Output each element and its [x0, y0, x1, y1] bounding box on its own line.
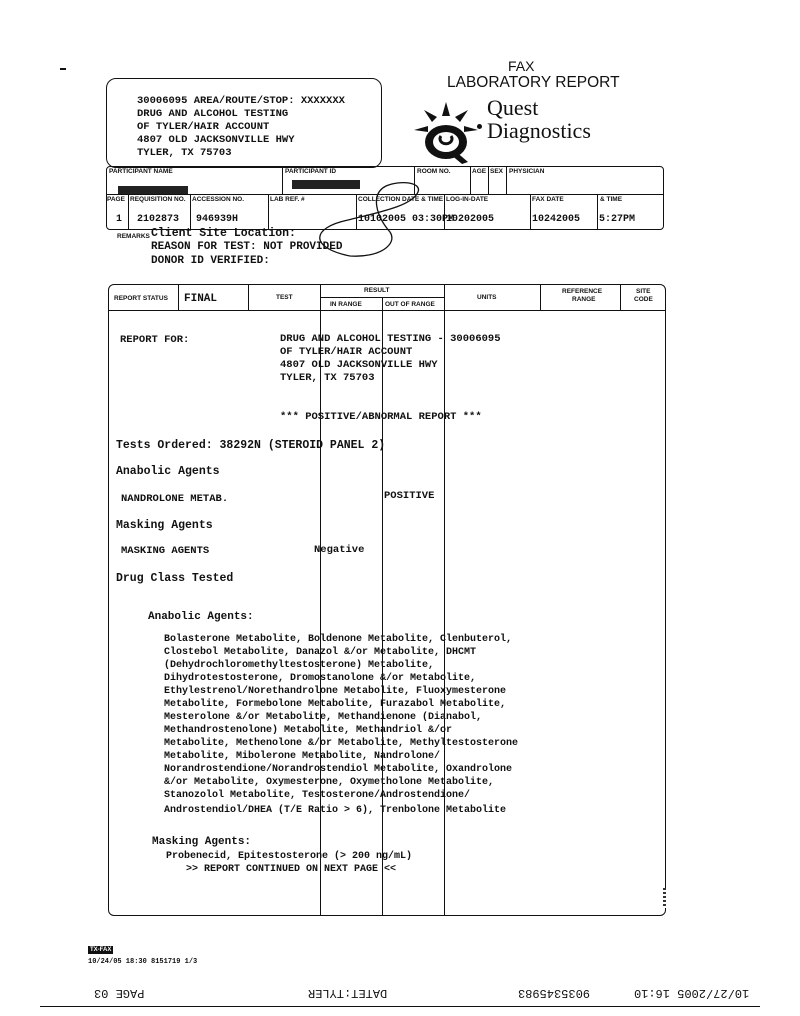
in-range-label: IN RANGE: [330, 301, 362, 308]
logo-diagnostics-text: Diagnostics: [487, 118, 591, 143]
physician-label: PHYSICIAN: [509, 168, 545, 175]
collection-value: 10102005 03:30PM: [358, 214, 455, 225]
masking-agents-value: Probenecid, Epitestosterone (> 200 ng/mL): [166, 851, 413, 862]
anabolic-list-2: Clostebol Metabolite, Danazol &/or Metabolite, DHCMT: [164, 647, 477, 658]
upside-down-datetime: 10/27/2005 16:10: [634, 986, 750, 1000]
participant-id-label: PARTICIPANT ID: [285, 168, 337, 175]
logo-quest-text: Quest: [487, 95, 539, 120]
anabolic-list-5: Ethylestrenol/Norethandrolone Metabolite, Fluoxymesterone: [164, 686, 507, 697]
address-line-4: 4807 OLD JACKSONVILLE HWY: [137, 134, 295, 146]
anabolic-agents-label: Anabolic Agents:: [148, 611, 254, 623]
fax-stamp-label: TX-FAX: [90, 947, 112, 953]
upside-down-fax-number: 9035345983: [518, 986, 591, 1000]
accession-label: ACCESSION NO.: [192, 196, 245, 203]
site-label: SITE: [636, 288, 651, 295]
tests-ordered: Tests Ordered: 38292N (STEROID PANEL 2): [116, 439, 386, 452]
fax-date-value: 10242005: [532, 214, 581, 225]
report-for-label: REPORT FOR:: [120, 334, 190, 346]
anabolic-list-3: (Dehydrochloromethyltestosterone) Metabolite,: [164, 660, 435, 671]
anabolic-list-9: Metabolite, Methenolone &/or Metabolite, Methyltestosterone: [164, 738, 519, 749]
result-label: RESULT: [364, 287, 390, 294]
lab-ref-label: LAB REF. #: [270, 196, 305, 203]
nandrolone-result: POSITIVE: [384, 490, 435, 502]
upside-down-company: DATET:TYLER: [308, 986, 388, 1000]
page-value: 1: [116, 214, 123, 225]
requisition-value: 2102873: [137, 214, 180, 225]
requisition-label: REQUISITION NO.: [130, 196, 186, 203]
remarks-line-3: DONOR ID VERIFIED:: [151, 255, 270, 267]
stray-mark: [60, 68, 66, 70]
anabolic-list-14: Androstendiol/DHEA (T/E Ratio > 6), Trenbolone Metabolite: [164, 805, 507, 816]
nandrolone-test: NANDROLONE METAB.: [121, 493, 229, 505]
report-status-label: REPORT STATUS: [114, 295, 168, 302]
age-label: AGE: [472, 168, 487, 175]
masking-agents-label: Masking Agents:: [152, 836, 252, 848]
reference-label: REFERENCE: [562, 288, 603, 295]
results-header-divider: [108, 310, 666, 311]
fax-date-label: FAX DATE: [532, 196, 564, 203]
units-label: UNITS: [477, 294, 497, 301]
address-line-2: DRUG AND ALCOHOL TESTING: [137, 108, 289, 120]
report-status-value: FINAL: [184, 293, 218, 305]
login-date-label: LOG-IN-DATE: [446, 196, 489, 203]
remarks-line-1: Client Site Location:: [151, 227, 296, 240]
footer-scan-line: [40, 1006, 760, 1007]
fax-stamp-line: 10/24/05 18:30 8151719 1/3: [88, 958, 198, 966]
handwritten-loop: [290, 178, 450, 272]
report-for-line-3: 4807 OLD JACKSONVILLE HWY: [280, 359, 438, 371]
results-table: [108, 284, 666, 916]
drug-class-heading: Drug Class Tested: [116, 572, 234, 585]
report-for-line-1: DRUG AND ALCOHOL TESTING - 30006095: [280, 333, 501, 345]
anabolic-list-1: Bolasterone Metabolite, Boldenone Metabolite, Clenbuterol,: [164, 634, 513, 645]
sex-label: SEX: [490, 168, 504, 175]
anabolic-list-10: Metabolite, Mibolerone Metabolite, Nandrolone/: [164, 751, 441, 762]
login-date-value: 10202005: [446, 214, 495, 225]
anabolic-list-12: &/or Metabolite, Oxymesterone, Oxymetholone Metabolite,: [164, 777, 495, 788]
quest-logo-icon: [410, 100, 482, 170]
room-no-label: ROOM NO.: [417, 168, 451, 175]
logo-dot: [477, 124, 482, 129]
page-label: PAGE: [107, 196, 125, 203]
anabolic-list-13: Stanozolol Metabolite, Testosterone/Androstendione/: [164, 790, 471, 801]
test-label: TEST: [276, 294, 293, 301]
fax-time-value: 5:27PM: [599, 214, 636, 225]
report-for-line-4: TYLER, TX 75703: [280, 372, 375, 384]
report-for-line-2: OF TYLER/HAIR ACCOUNT: [280, 346, 413, 358]
out-of-range-label: OUT OF RANGE: [385, 301, 435, 308]
report-continued: >> REPORT CONTINUED ON NEXT PAGE <<: [186, 864, 397, 875]
vertical-margin-mark: [663, 888, 666, 908]
code-label: CODE: [634, 296, 653, 303]
address-line-5: TYLER, TX 75703: [137, 147, 232, 159]
anabolic-list-7: Mesterolone &/or Metabolite, Methandienone (Dianabol,: [164, 712, 483, 723]
anabolic-heading: Anabolic Agents: [116, 465, 220, 478]
report-title: LABORATORY REPORT: [447, 74, 620, 91]
anabolic-list-6: Metabolite, Formebolone Metabolite, Furazabol Metabolite,: [164, 699, 507, 710]
anabolic-list-4: Dihydrotestosterone, Dromostanolone &/or Metabolite,: [164, 673, 477, 684]
address-line-1: 30006095 AREA/ROUTE/STOP: XXXXXXX: [137, 95, 345, 107]
positive-banner: *** POSITIVE/ABNORMAL REPORT ***: [280, 411, 482, 423]
masking-result: Negative: [314, 544, 365, 556]
remarks-line-2: REASON FOR TEST: NOT PROVIDED: [151, 241, 343, 253]
address-line-3: OF TYLER/HAIR ACCOUNT: [137, 121, 270, 133]
participant-name-label: PARTICIPANT NAME: [109, 168, 173, 175]
participant-name-redacted: [118, 186, 188, 194]
fax-label: FAX: [508, 58, 535, 74]
masking-test: MASKING AGENTS: [121, 545, 210, 557]
collection-label: COLLECTION DATE & TIME: [358, 196, 444, 203]
upside-down-page: PAGE 03: [94, 986, 145, 1000]
fax-time-label: & TIME: [600, 196, 623, 203]
anabolic-list-11: Norandrostendione/Norandrostendiol Metabolite, Oxandrolone: [164, 764, 513, 775]
accession-value: 946939H: [196, 214, 239, 225]
range-label: RANGE: [572, 296, 596, 303]
anabolic-list-8: Methandrostenolone) Metabolite, Methandriol &/or: [164, 725, 453, 736]
remarks-label: REMARKS: [117, 233, 150, 240]
masking-heading: Masking Agents: [116, 519, 213, 532]
